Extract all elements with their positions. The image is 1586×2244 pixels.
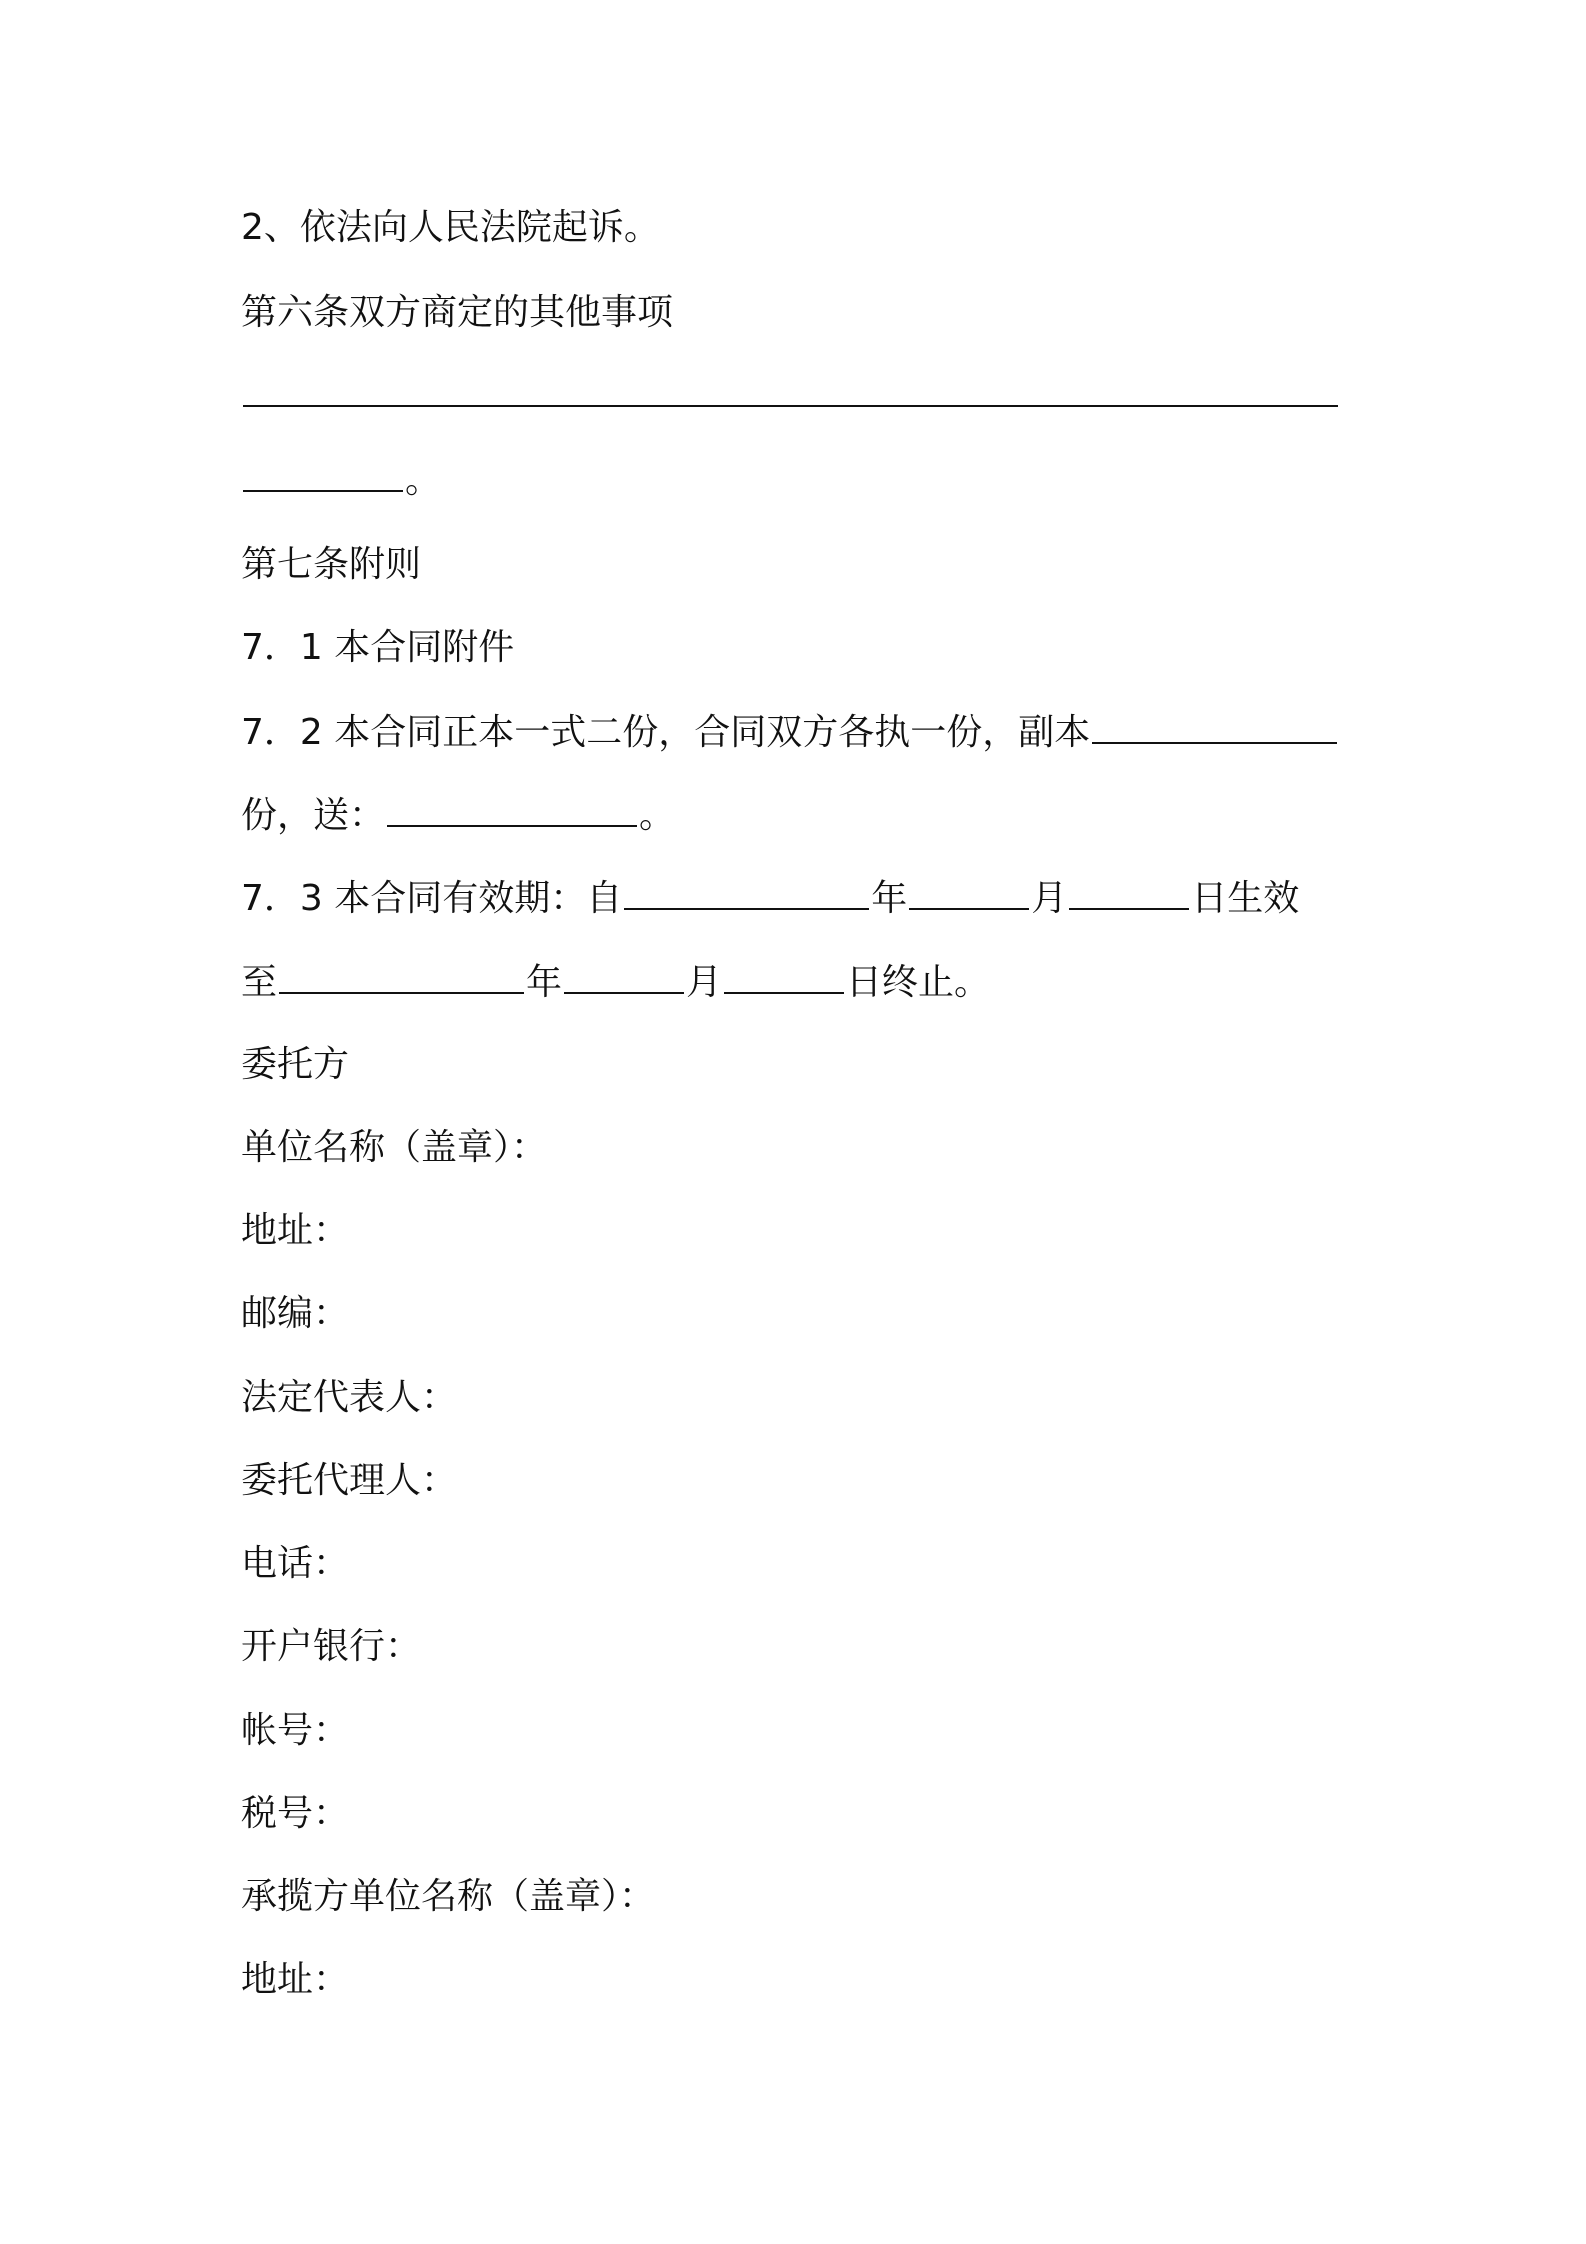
article-6-title-text: 第六条双方商定的其他事项 bbox=[241, 292, 674, 333]
month-label: 月 bbox=[686, 962, 723, 1003]
client-field-tax-id bbox=[241, 1784, 1361, 1844]
clause-7-1-text: 7．1 本合同附件 bbox=[241, 627, 515, 668]
client-field-account bbox=[241, 1701, 1361, 1761]
copies-blank bbox=[1092, 702, 1337, 744]
clause-7-1 bbox=[241, 618, 1361, 678]
start-day-blank bbox=[1069, 868, 1189, 910]
client-field-label: 地址： bbox=[241, 1210, 350, 1251]
article-7-title-text: 第七条附则 bbox=[241, 544, 422, 585]
client-field-label: 委托代理人： bbox=[241, 1460, 458, 1501]
start-year-blank bbox=[624, 868, 869, 910]
client-field-address bbox=[241, 1201, 1361, 1261]
client-field-bank bbox=[241, 1617, 1361, 1677]
effective-label: 日生效 bbox=[1191, 878, 1300, 919]
clause-7-3-line-2 bbox=[241, 952, 1361, 1012]
client-field-company bbox=[241, 1118, 1361, 1178]
recipient-blank bbox=[387, 785, 637, 827]
period-mark: 。 bbox=[639, 795, 676, 836]
article-7-title bbox=[241, 535, 1361, 595]
client-field-label: 邮编： bbox=[241, 1293, 350, 1334]
client-field-postcode bbox=[241, 1284, 1361, 1344]
client-field-label: 电话： bbox=[241, 1543, 350, 1584]
clause-7-2-line-1 bbox=[241, 702, 1361, 762]
to-label: 至 bbox=[241, 962, 278, 1003]
clause-7-3-line-1 bbox=[241, 868, 1361, 928]
client-field-label: 开户银行： bbox=[241, 1626, 422, 1667]
contractor-field-label: 承揽方单位名称（盖章）： bbox=[241, 1876, 656, 1917]
end-year-blank bbox=[279, 952, 524, 994]
clause-item-2 bbox=[241, 198, 1361, 258]
article-6-title bbox=[241, 283, 1361, 343]
clause-7-3-text: 7．3 本合同有效期：自 bbox=[241, 878, 623, 919]
month-label: 月 bbox=[1031, 878, 1068, 919]
contractor-field-label: 地址： bbox=[241, 1959, 350, 2000]
end-month-blank bbox=[564, 952, 684, 994]
client-field-legal-rep bbox=[241, 1368, 1361, 1428]
start-month-blank bbox=[909, 868, 1029, 910]
client-field-agent bbox=[241, 1451, 1361, 1511]
article-6-blank-end bbox=[241, 450, 1361, 510]
end-day-blank bbox=[724, 952, 844, 994]
year-label: 年 bbox=[871, 878, 908, 919]
clause-7-2-line-2 bbox=[241, 785, 1361, 845]
client-title-text: 委托方 bbox=[241, 1044, 350, 1085]
article-6-blank-line bbox=[241, 365, 1361, 425]
client-field-phone bbox=[241, 1534, 1361, 1594]
client-field-label: 帐号： bbox=[241, 1710, 350, 1751]
termination-label: 日终止。 bbox=[846, 962, 991, 1003]
clause-7-2-send-text: 份，送： bbox=[241, 795, 386, 836]
client-field-label: 单位名称（盖章）： bbox=[241, 1127, 548, 1168]
client-field-label: 法定代表人： bbox=[241, 1377, 458, 1418]
fill-blank-short bbox=[243, 450, 403, 492]
client-section-title bbox=[241, 1035, 1361, 1095]
contractor-field-address bbox=[241, 1950, 1361, 2010]
clause-7-2-text: 7．2 本合同正本一式二份，合同双方各执一份，副本 bbox=[241, 712, 1091, 753]
clause-item-2-text: 2、依法向人民法院起诉。 bbox=[241, 207, 660, 248]
contractor-field-company bbox=[241, 1867, 1361, 1927]
year-label: 年 bbox=[526, 962, 563, 1003]
period-mark: 。 bbox=[405, 460, 442, 501]
client-field-label: 税号： bbox=[241, 1793, 350, 1834]
fill-blank-line bbox=[243, 365, 1338, 407]
